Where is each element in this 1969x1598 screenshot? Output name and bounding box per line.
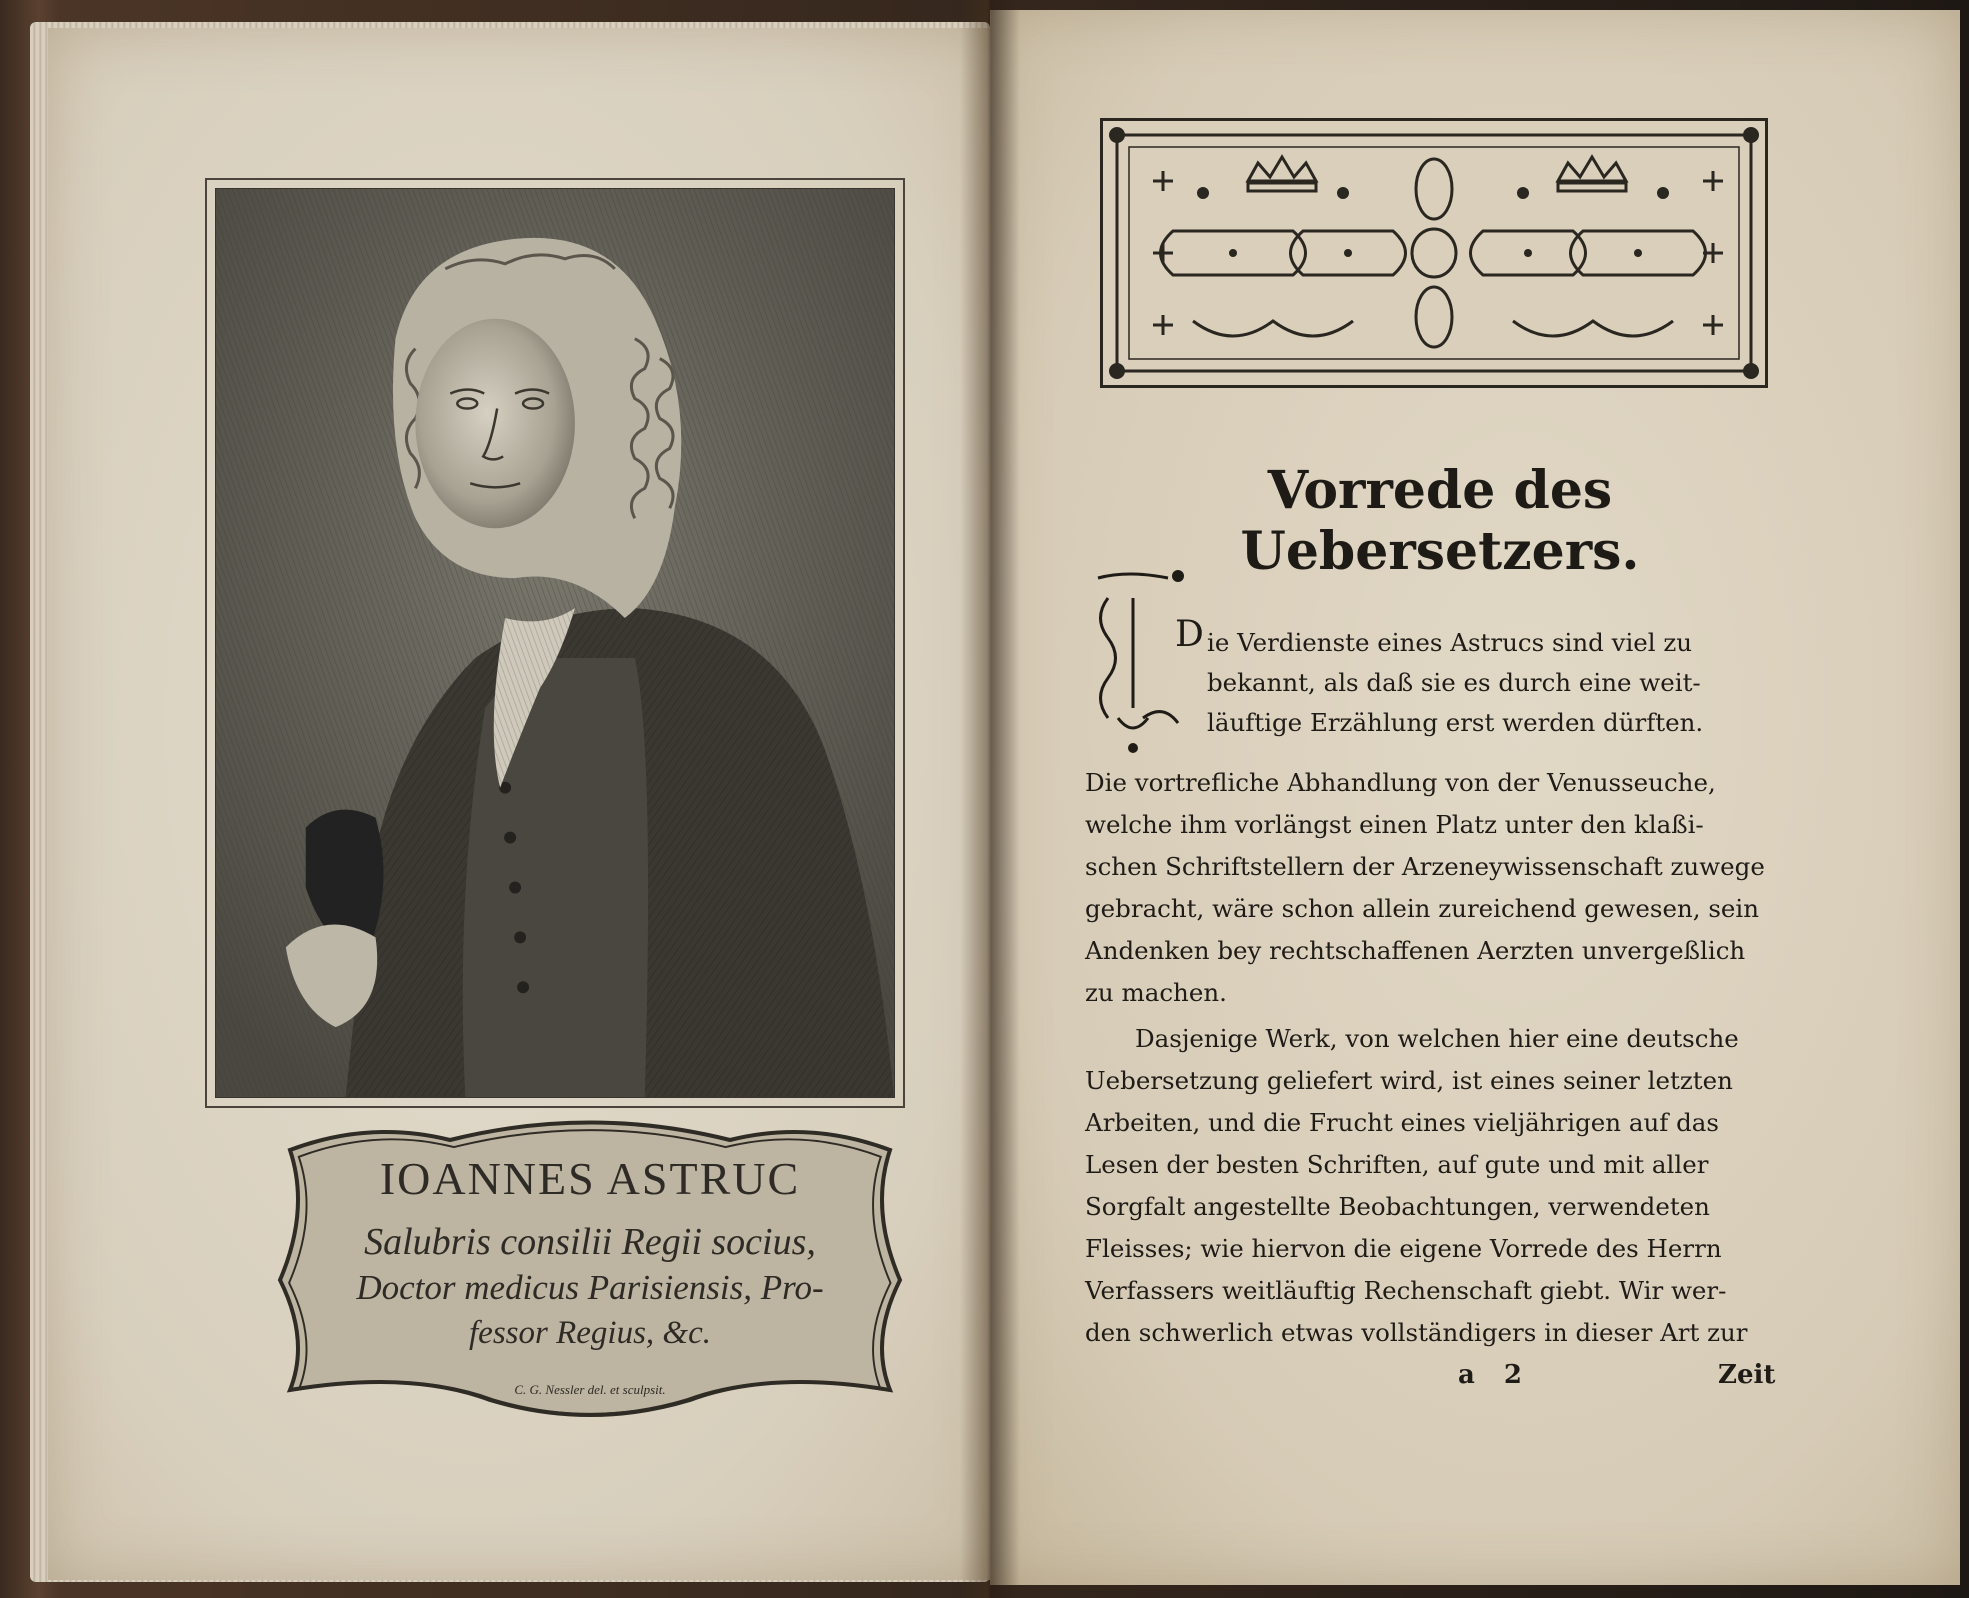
- engraver-credit: C. G. Nessler del. et sculpsit.: [514, 1382, 666, 1397]
- text-line: Verfassers weitläuftig Rechenschaft giebt. Wir wer-: [1085, 1276, 1727, 1305]
- text-line: gebracht, wäre schon allein zureichend gewesen, sein: [1085, 894, 1760, 923]
- catchword: Zeit: [1718, 1360, 1776, 1390]
- text-line: den schwerlich etwas vollständigers in dieser Art zur: [1085, 1318, 1748, 1347]
- text-line: Andenken bey rechtschaffenen Aerzten unvergeßlich: [1085, 936, 1746, 965]
- engraving: [215, 188, 895, 1098]
- drop-cap-ornament: [1088, 568, 1188, 758]
- headpiece-ornament: [1103, 121, 1765, 385]
- drop-cap-letter: D: [1175, 614, 1204, 655]
- cartouche-line-1: Salubris consilii Regii socius,: [364, 1221, 816, 1263]
- text-line: Arbeiten, und die Frucht eines vieljährigen auf das: [1085, 1108, 1719, 1137]
- cartouche-name: IOANNES ASTRUC: [379, 1153, 801, 1204]
- text-line: Dasjenige Werk, von welchen hier eine deutsche: [1135, 1024, 1739, 1053]
- text-line: schen Schriftstellern der Arzeneywissenschaft zuwege: [1085, 852, 1765, 881]
- text-line: läuftige Erzählung erst werden dürften.: [1207, 708, 1704, 737]
- text-line: welche ihm vorlängst einen Platz unter den klaßi-: [1085, 810, 1704, 839]
- text-line: Sorgfalt angestellte Beobachtungen, verwendeten: [1085, 1192, 1710, 1221]
- text-line: Lesen der besten Schriften, auf gute und mit aller: [1085, 1150, 1709, 1179]
- text-line: Uebersetzung geliefert wird, ist eines seiner letzten: [1085, 1066, 1733, 1095]
- signature-mark: a 2: [1458, 1360, 1532, 1390]
- text-line: bekannt, als daß sie es durch eine weit-: [1207, 668, 1701, 697]
- cartouche-line-2: Doctor medicus Parisiensis, Pro-: [356, 1268, 824, 1307]
- text-line: zu machen.: [1085, 978, 1227, 1007]
- text-line: ie Verdienste eines Astrucs sind viel zu: [1207, 628, 1693, 657]
- text-line: Die vortrefliche Abhandlung von der Venusseuche,: [1085, 768, 1716, 797]
- portrait-plate: [205, 178, 905, 1108]
- cartouche: [250, 1110, 930, 1430]
- ornamental-initial-icon: [1088, 568, 1188, 758]
- preface-title: Vorrede des Uebersetzers.: [1240, 460, 1640, 582]
- ornamental-headpiece: [1100, 118, 1768, 388]
- portrait-engraving-image: [216, 189, 894, 1097]
- cartouche-line-3: fessor Regius, &c.: [469, 1315, 711, 1351]
- text-line: Fleisses; wie hiervon die eigene Vorrede des Herrn: [1085, 1234, 1722, 1263]
